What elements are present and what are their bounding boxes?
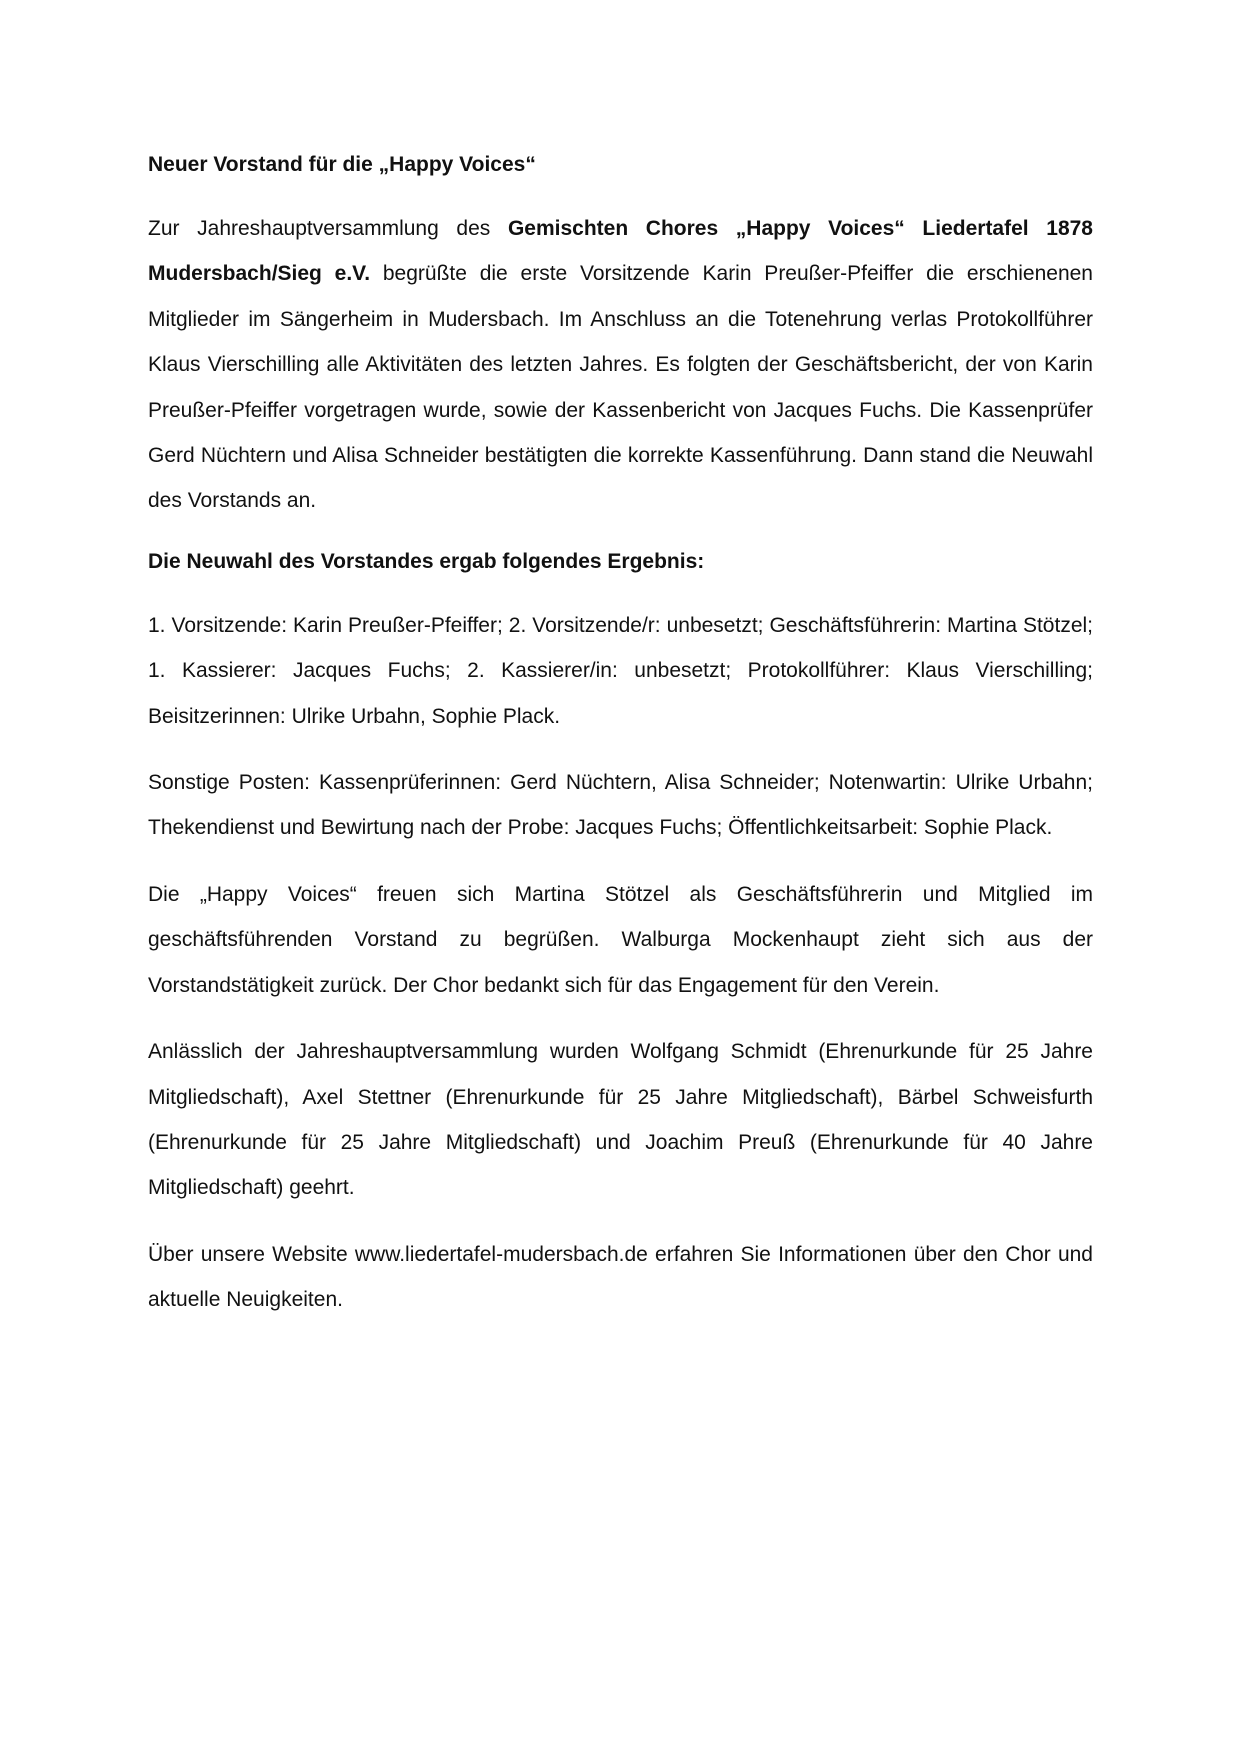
- intro-paragraph: [148, 206, 1093, 524]
- election-result-paragraph: 1. Vorsitzende: Karin Preußer-Pfeiffer; 2. Vorsitzende/r: unbesetzt; Geschäftsführerin: Martina Stötzel; 1. Kassierer: Jacques Fuchs; 2. Kassierer/in: unbesetzt; Protokollführer: Klaus Vierschilling; Beisitzerinnen: Ulrike Urbahn, Sophie Plack.: [148, 613, 1093, 728]
- website-paragraph: Über unsere Website www.liedertafel-mudersbach.de erfahren Sie Informationen über den Chor und aktuelle Neuigkeiten.: [148, 1242, 1093, 1312]
- choir-name: Gemischten Chores „Happy Voices“ Liedertafel 1878 Mudersbach/Sieg e.V.: [148, 217, 1093, 286]
- other-posts-paragraph: Sonstige Posten: Kassenprüferinnen: Gerd Nüchtern, Alisa Schneider; Notenwartin: Ulrike Urbahn; Thekendienst und Bewirtung nach der Probe: Jacques Fuchs; Öffentlichkeitsarbeit: Sophie Plack.: [148, 771, 1093, 840]
- document-body: [148, 148, 1093, 1344]
- intro-text-before: Zur Jahreshauptversammlung des: [148, 217, 508, 240]
- honors-paragraph: Anlässlich der Jahreshauptversammlung wurden Wolfgang Schmidt (Ehrenurkunde für 25 Jahre Mitgliedschaft), Axel Stettner (Ehrenurkunde für 25 Jahre Mitgliedschaft), Bärbel Schweisfurth (Ehrenurkunde für 25 Jahre Mitgliedschaft) und Joachim Preuß (Ehrenurkunde für 40 Jahre Mitgliedschaft) geehrt.: [148, 1040, 1093, 1200]
- document-title: Neuer Vorstand für die „Happy Voices“: [148, 153, 536, 176]
- welcome-paragraph: Die „Happy Voices“ freuen sich Martina Stötzel als Geschäftsführerin und Mitglied im geschäftsführenden Vorstand zu begrüßen. Walburga Mockenhaupt zieht sich aus der Vorstandstätigkeit zurück. Der Chor bedankt sich für das Engagement für den Verein.: [148, 882, 1093, 997]
- intro-text-after: begrüßte die erste Vorsitzende Karin Preußer-Pfeiffer die erschienenen Mitglieder im Sängerheim in Mudersbach. Im Anschluss an die Totenehrung verlas Protokollführer Klaus Vierschilling alle Aktivitäten des letzten Jahres. Es folgten der Geschäftsbericht, der von Karin Preußer-Pfeiffer vorgetragen wurde, sowie der Kassenbericht von Jacques Fuchs. Die Kassenprüfer Gerd Nüchtern und Alisa Schneider bestätigten die korrekte Kassenführung. Dann stand die Neuwahl des Vorstands an.: [148, 262, 1093, 513]
- election-heading: Die Neuwahl des Vorstandes ergab folgendes Ergebnis:: [148, 549, 705, 573]
